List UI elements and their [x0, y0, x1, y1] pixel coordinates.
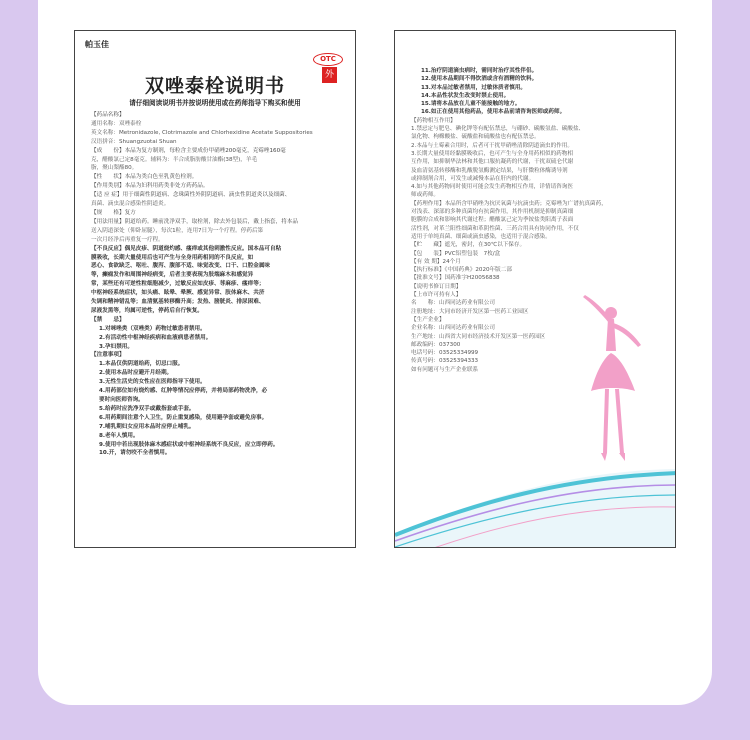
- external-use-badge: 外: [322, 67, 337, 83]
- leaflet-text-line: 16.如正在使用其他药品，使用本品前请咨询医师或药师。: [421, 109, 566, 116]
- leaflet-text-line: 1.本品仅供阴道给药，切忌口服。: [99, 361, 184, 368]
- leaflet-text-line: 3.孕妇禁用。: [99, 343, 133, 350]
- leaflet-text-line: 师或药师。: [411, 192, 439, 199]
- brand-logo: 帕玉佳: [85, 40, 109, 49]
- leaflet-text-line: 2.本品与土霉素合用时，后者可干扰甲硝唑清除阴道滴虫的作用。: [411, 142, 573, 149]
- leaflet-text-line: 【有 效 期】24个月: [411, 258, 461, 265]
- leaflet-text-line: 【药品名称】: [91, 112, 125, 118]
- leaflet-text-line: 【规 格】复方: [91, 209, 136, 216]
- leaflet-text-line: 【禁 忌】: [91, 316, 125, 323]
- otc-badge: OTC: [313, 53, 343, 66]
- leaflet-text-line: 常，某些还有可逆性粒细胞减少，过敏反应如皮疹、荨麻疹、瘙痒等；: [91, 281, 265, 288]
- ballerina-icon: [569, 293, 653, 483]
- leaflet-text-line: 【作用类别】本品为妇科用药类非处方药药品。: [91, 183, 209, 190]
- leaflet-text-line: 4.用药部位如有烧灼感、红肿等情况应停药，并将局部药物洗净，必: [99, 388, 268, 395]
- leaflet-text-line: 克，醋酸氯己定8毫克。辅料为：半合成脂肪酸甘油酯(38型)，羊毛: [91, 156, 258, 163]
- leaflet-text-line: 13.对本品过敏者禁用，过敏体质者慎用。: [421, 84, 527, 91]
- leaflet-text-line: 【上市许可持有人】: [411, 292, 462, 299]
- leaflet-text-line: 脂，聚山梨酯80。: [91, 165, 138, 172]
- leaflet-text-line: 【贮 藏】遮光，密封，在30℃以下保存。: [411, 242, 526, 249]
- leaflet-text-line: 3.长期大量使用经黏膜吸收后，也可产生与全身用药相似的药物相: [411, 150, 573, 157]
- leaflet-text-line: 【成 份】本品为复方制剂，每粒含主要成份甲硝唑200毫克，克霉唑160毫: [91, 147, 286, 154]
- leaflet-text-line: 送入阴道深处（仰卧屈腿），每次1粒，连用7日为一个疗程。停药后第: [91, 227, 264, 234]
- leaflet-text-line: 活性剂，对革兰阳性细菌和革阴性菌、三药合用具有协同作用，不仅: [411, 225, 579, 232]
- leaflet-text-line: 【包 装】PVC铝塑包装 7枚/盒: [411, 250, 501, 257]
- leaflet-page-right: [394, 30, 676, 548]
- leaflet-text-line: 失调和精神错乱等；血清氨基转移酶升高；发热、膀胱炎、排尿困难、: [91, 299, 265, 306]
- leaflet-text-line: 要时向医师咨询。: [99, 397, 144, 403]
- leaflet-text-line: 10.开，请勿咬不全者慎用。: [99, 450, 171, 457]
- leaflet-text-line: 15.请将本品放在儿童不能接触的地方。: [421, 101, 521, 108]
- leaflet-text-line: 适用于单纯真菌、细菌或滴虫感染，也适用于混合感染。: [411, 233, 551, 240]
- leaflet-text-line: 恶心、食欲缺乏、呕吐、腹泻、腹部不适、味觉改变、口干、口腔金属味: [91, 263, 271, 270]
- leaflet-text-line: 【适 应 症】用于细菌性阴道病、念珠菌性外阴阴道病、滴虫性阴道炎以及细菌、: [91, 192, 291, 199]
- leaflet-text-line: 传真号码：03525394333: [411, 358, 479, 365]
- leaflet-text-line: 对浅表、深部的多种真菌均有抗菌作用，其作用机制是抑制真菌细: [411, 209, 574, 216]
- leaflet-text-line: 等，癫痫发作和周围神经病变，后者主要表现为肢端麻木和感觉异: [91, 272, 254, 279]
- leaflet-text-line: 【性 状】本品为类白色至乳黄色栓剂。: [91, 174, 198, 181]
- leaflet-text-line: 真菌、滴虫混合感染性阴道炎。: [91, 201, 170, 208]
- leaflet-text-line: 中枢神经系统症状，如头痛、眩晕、晕厥、感觉异常、肢体麻木、共济: [91, 290, 265, 297]
- leaflet-text-line: 8.老年人慎用。: [99, 432, 139, 439]
- leaflet-text-line: 6.用药期间注意个人卫生，防止重复感染，使用避孕套或避免房事。: [99, 414, 268, 421]
- leaflet-text-line: 及血清氨基转移酶和乳酸脱氢酶测定结果，与肝微粒体酶诱导剂: [411, 167, 568, 174]
- leaflet-text-line: 14.本品性状发生改变时禁止使用。: [421, 92, 510, 99]
- leaflet-text-line: 电话号码：03525334999: [411, 350, 479, 357]
- leaflet-text-line: 胞膜的合成和影响其代谢过程；醋酸氯己定为季铵盐类阳离子表面: [411, 217, 574, 224]
- leaflet-text-line: 通用名称：双唑泰栓: [91, 120, 142, 127]
- leaflet-text-line: 【注意事项】: [91, 352, 125, 359]
- leaflet-text-line: 2.使用本品时应避开月经期。: [99, 370, 173, 377]
- leaflet-text-line: 或抑制剂合用，可发生或减慢本品在肝内的代谢。: [411, 175, 535, 182]
- leaflet-text-line: 3.无性生活史的女性应在医师指导下使用。: [99, 379, 206, 386]
- leaflet-text-line: 名 称：山西同达药业有限公司: [411, 300, 495, 307]
- leaflet-text-line: 膜吸收，长期大量使用后也可产生与全身用药相同的不良反应，如: [91, 254, 254, 261]
- leaflet-text-line: 英文名称：Metronidazole, Clotrimazole and Chlorhexidine Acetate Suppositories: [91, 129, 313, 136]
- leaflet-page-left: [74, 30, 356, 548]
- leaflet-subtitle: 请仔细阅读说明书并按说明使用或在药师指导下购买和使用: [129, 99, 301, 107]
- leaflet-text-line: 一次月经净后再重复一疗程。: [91, 236, 164, 243]
- leaflet-text-line: 生产地址：山西省大同市经济技术开发区第一医药园区: [411, 333, 546, 340]
- leaflet-text-line: 5.给药时应洗净双手或戴指套或手套。: [99, 405, 195, 412]
- leaflet-text-line: 【说明书修订日期】: [411, 283, 462, 290]
- leaflet-text-line: 【药物相互作用】: [411, 117, 456, 124]
- leaflet-text-line: 【不良反应】偶见皮疹、阴道烧灼感、瘙痒或其他刺激性反应。国本品可自粘: [91, 245, 282, 252]
- leaflet-title: 双唑泰栓说明书: [144, 75, 285, 97]
- leaflet-text-line: 1.禁忌定与肥皂、碘化钾等有配伍禁忌，与硼砂、碳酸氢盐、碳酸盐、: [411, 126, 585, 133]
- leaflet-text-line: 注册地址：大同市经济开发区第一医药工业园区: [411, 308, 529, 315]
- leaflet-text-line: 尿液发黑等，均属可逆性，停药后自行恢复。: [91, 307, 203, 314]
- leaflet-text-line: 11.治疗阴道滴虫病时，需同时治疗其性伴侣。: [421, 68, 538, 74]
- leaflet-text-line: 互作用，如抑制华法林和其他口服抗凝药的代谢，干扰双硫仑代谢: [411, 159, 574, 166]
- leaflet-text-line: 邮政编码：037300: [411, 341, 461, 348]
- leaflet-text-line: 2.有活动性中枢神经疾病和血液病患者禁用。: [99, 334, 212, 341]
- leaflet-text-line: 7.哺乳期妇女应用本品时应停止哺乳。: [99, 423, 195, 430]
- leaflet-text-line: 【药理作用】本品所含甲硝唑为抗厌氧菌与抗滴虫药；克霉唑为广谱抗真菌药，: [411, 200, 607, 207]
- leaflet-text-line: 1.对咪唑类（双唑类）药物过敏患者禁用。: [99, 325, 206, 332]
- leaflet-text-line: 【用法用量】阴道给药。睡前洗净双手，取栓剂，除去外包装后，戴上指套，将本品: [91, 218, 298, 225]
- leaflet-text-line: 如有问题可与生产企业联系: [411, 366, 479, 373]
- leaflet-text-line: 12.使用本品期间不得饮酒或含有酒精的饮料。: [421, 76, 538, 83]
- leaflet-text-line: 9.使用中若出现肢体麻木感症状或中枢神经系统不良反应，应立即停药。: [99, 441, 279, 448]
- leaflet-text-line: 【执行标准】《中国药典》2020年版二部: [411, 267, 512, 274]
- leaflet-text-line: 氯化物、枸橼酸盐、硫酸盐和硫酸盐也有配伍禁忌。: [411, 134, 540, 141]
- leaflet-text-line: 企业名称：山西同达药业有限公司: [411, 325, 495, 332]
- leaflet-text-line: 【批准文号】国药准字H20056838: [411, 275, 500, 282]
- leaflet-text-line: 【生产企业】: [411, 316, 445, 323]
- leaflet-body-left: [91, 111, 345, 458]
- leaflet-text-line: 4.如与其他药物同时使用可能会发生药物相互作用，详情请咨询医: [411, 184, 573, 191]
- leaflet-text-line: 汉语拼音：Shuangzuotai Shuan: [91, 138, 177, 145]
